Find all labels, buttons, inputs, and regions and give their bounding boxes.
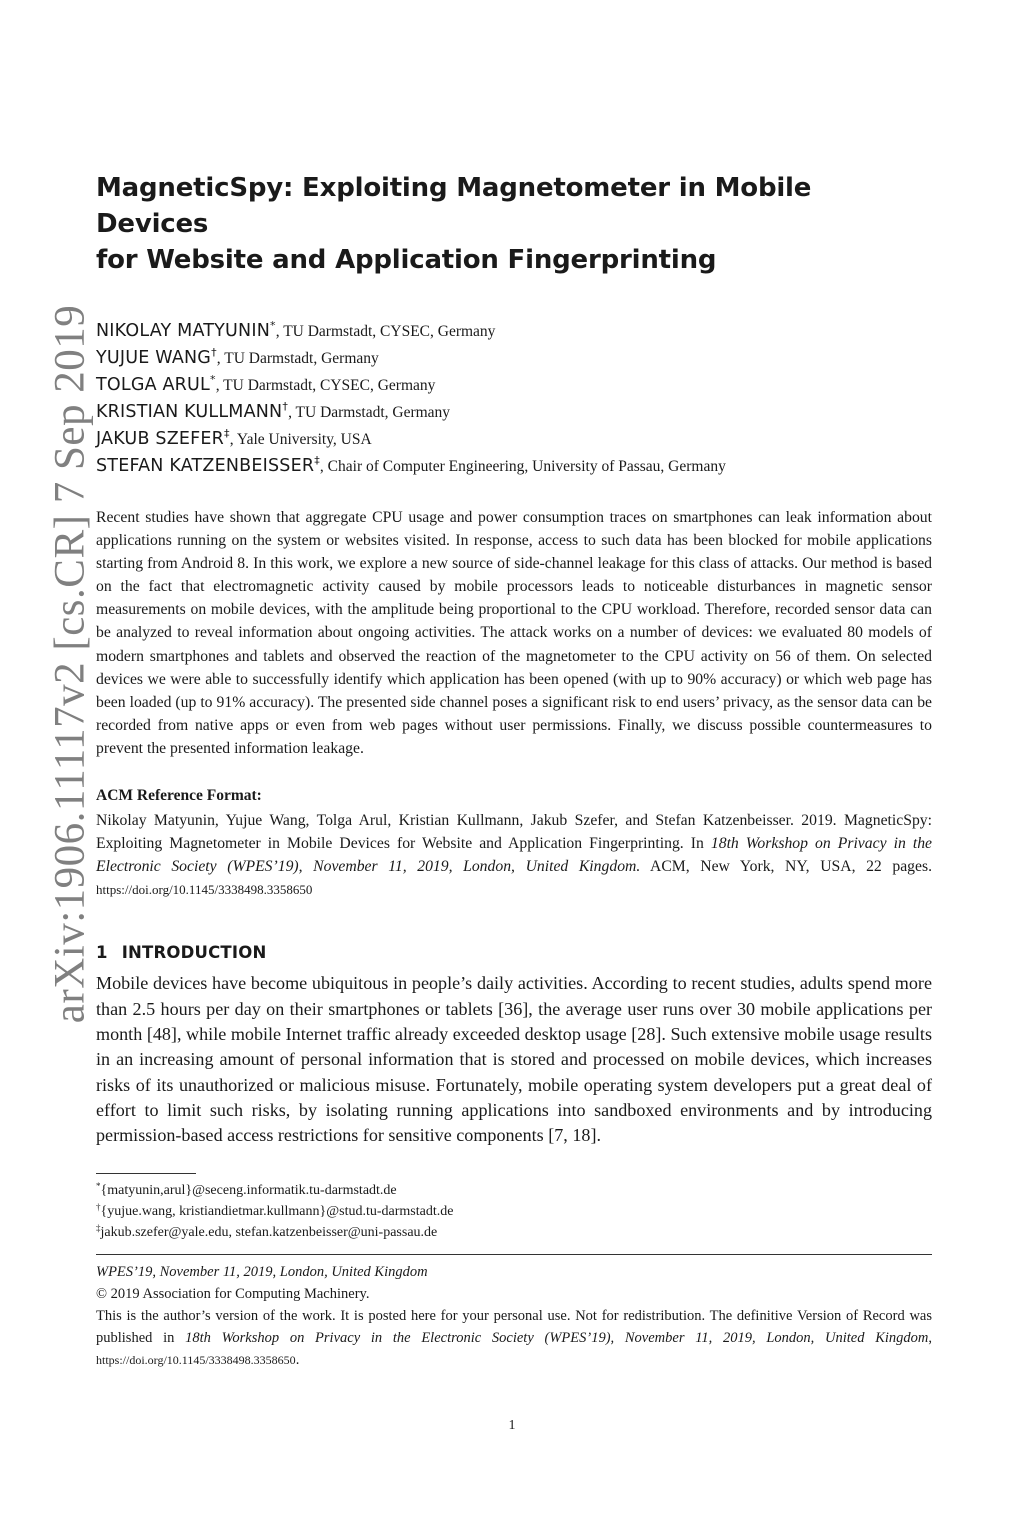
acm-reference-heading: ACM Reference Format: (96, 787, 262, 805)
copyright-line: © 2019 Association for Computing Machinery. (96, 1286, 370, 1302)
copyright-block (96, 1254, 932, 1371)
title-line-1: MagneticSpy: Exploiting Magnetometer in Mobile Devices (96, 173, 812, 239)
author-entry (96, 372, 932, 399)
author-name: KRISTIAN KULLMANN (96, 402, 283, 422)
introduction-paragraph: Mobile devices have become ubiquitous in people’s daily activities. According to recent studies, adults spend more than 2.5 hours per day on their smartphones or tablets [36], the average user runs over 30 mobile applications per month [48], while mobile Internet traffic already exceeded desktop usage [28]. Such extensive mobile usage results in an increasing amount of personal information that is stored and processed on mobile devices, which increases risks of its unauthorized or malicious misuse. Fortunately, mobile operating system developers put a great deal of effort to limit such risks, by isolating running applications into sandboxed environments and by introducing permission-based access restrictions for sensitive components [7, 18]. (96, 973, 932, 1146)
note-venue: 18th Workshop on Privacy in the Electronic Society (WPES’19), November 11, 2019, London, United Kingdom (185, 1330, 929, 1346)
abstract-text: Recent studies have shown that aggregate CPU usage and power consumption traces on smartphones can leak information about applications running on the system or websites visited. In response, access to such data has been blocked for mobile applications starting from Android 8. In this work, we explore a new source of side-channel leakage for this class of attacks. Our method is based on the fact that electromagnetic activity caused by mobile processors leads to noticeable disturbances in magnetic sensor measurements on mobile devices, with the amplitude being proportional to the CPU workload. Therefore, recorded sensor data can be analyzed to reveal information about ongoing activities. The attack works on a number of devices: we evaluated 80 models of modern smartphones and tablets and observed the reaction of the magnetometer to the CPU activity on 56 of them. On selected devices we were able to successfully identify which application has been opened (with up to 90% accuracy) or which web page has been loaded (up to 91% accuracy). The presented side channel poses a significant risk to end users’ privacy, as the sensor data can be recorded from native apps or even from web pages without user permissions. Finally, we discuss possible countermeasures to prevent the presented information leakage. (96, 509, 932, 757)
author-entry (96, 426, 932, 453)
author-mark: † (211, 346, 217, 359)
acm-doi-link[interactable]: https://doi.org/10.1145/3338498.3358650 (96, 882, 313, 898)
author-affiliation: , TU Darmstadt, Germany (288, 404, 451, 421)
footnote (96, 1180, 932, 1201)
footnote (96, 1222, 932, 1243)
author-name: JAKUB SZEFER (96, 429, 225, 449)
author-mark: * (270, 319, 276, 332)
author-name: TOLGA ARUL (96, 375, 210, 395)
paper-title (96, 170, 932, 278)
acm-reference (96, 785, 932, 901)
author-affiliation: , Yale University, USA (229, 431, 372, 448)
author-affiliation: , TU Darmstadt, Germany (216, 350, 379, 367)
author-affiliation: , Chair of Computer Engineering, University of Passau, Germany (319, 458, 726, 475)
author-mark: ‡ (224, 427, 230, 440)
footnotes (96, 1180, 932, 1243)
author-entry (96, 399, 932, 426)
footnote (96, 1201, 932, 1222)
author-entry (96, 318, 932, 345)
author-mark: * (210, 373, 216, 386)
author-name: STEFAN KATZENBEISSER (96, 456, 315, 476)
section-title: INTRODUCTION (121, 943, 267, 963)
acm-reference-text: Nikolay Matyunin, Yujue Wang, Tolga Arul, Kristian Kullmann, Jakub Szefer, and Stefan Katzenbeisser. 2019. MagneticSpy: Exploiting Magnetometer in Mobile Devices for Website and Application Fingerprinting. In 18th Workshop on Privacy in the Electronic Society (WPES’19), November 11, 2019, London, United Kingdom. ACM, New York, NY, USA, 22 pages. https://doi.org/10.1145/3338498.3358650 (96, 812, 932, 898)
title-line-2: for Website and Application Fingerprinting (96, 245, 717, 275)
footnote-mark: † (96, 1202, 101, 1213)
footnote-rule (96, 1173, 196, 1174)
paper-page (96, 170, 932, 1243)
author-affiliation: , TU Darmstadt, CYSEC, Germany (215, 377, 436, 394)
author-affiliation: , TU Darmstadt, CYSEC, Germany (275, 323, 496, 340)
footnote-mark: * (96, 1181, 101, 1192)
page-number: 1 (508, 1418, 516, 1433)
author-name: NIKOLAY MATYUNIN (96, 321, 271, 341)
footnote-text: {matyunin,arul}@seceng.informatik.tu-darmstadt.de (100, 1183, 397, 1199)
author-entry (96, 345, 932, 372)
author-list (96, 318, 932, 480)
footnote-mark: ‡ (96, 1223, 101, 1234)
section-number: 1 (96, 943, 108, 963)
section-heading (96, 941, 932, 965)
note-doi-link[interactable]: https://doi.org/10.1145/3338498.3358650 (96, 1353, 296, 1367)
author-mark: ‡ (314, 454, 320, 467)
arxiv-stamp-text: arXiv:1906.11117v2 [cs.CR] 7 Sep 2019 (46, 304, 94, 1024)
footnote-text: {yujue.wang, kristiandietmar.kullmann}@stud.tu-darmstadt.de (100, 1204, 454, 1220)
author-mark: † (282, 400, 289, 413)
author-name: YUJUE WANG (96, 348, 212, 368)
venue-line: WPES’19, November 11, 2019, London, United Kingdom (96, 1264, 428, 1280)
footnote-text: jakub.szefer@yale.edu, stefan.katzenbeisser@uni-passau.de (100, 1225, 438, 1241)
author-version-note: This is the author’s version of the work. It is posted here for your personal use. Not for redistribution. The definitive Version of Record was published in 18th Workshop on Privacy in the Electronic Society (WPES’19), November 11, 2019, London, United Kingdom, https://doi.org/10.1145/3338498.3358650. (96, 1308, 932, 1368)
acm-reference-venue: 18th Workshop on Privacy in the Electronic Society (WPES’19), November 11, 2019, London, United Kingdom. (96, 835, 932, 876)
author-entry (96, 453, 932, 480)
